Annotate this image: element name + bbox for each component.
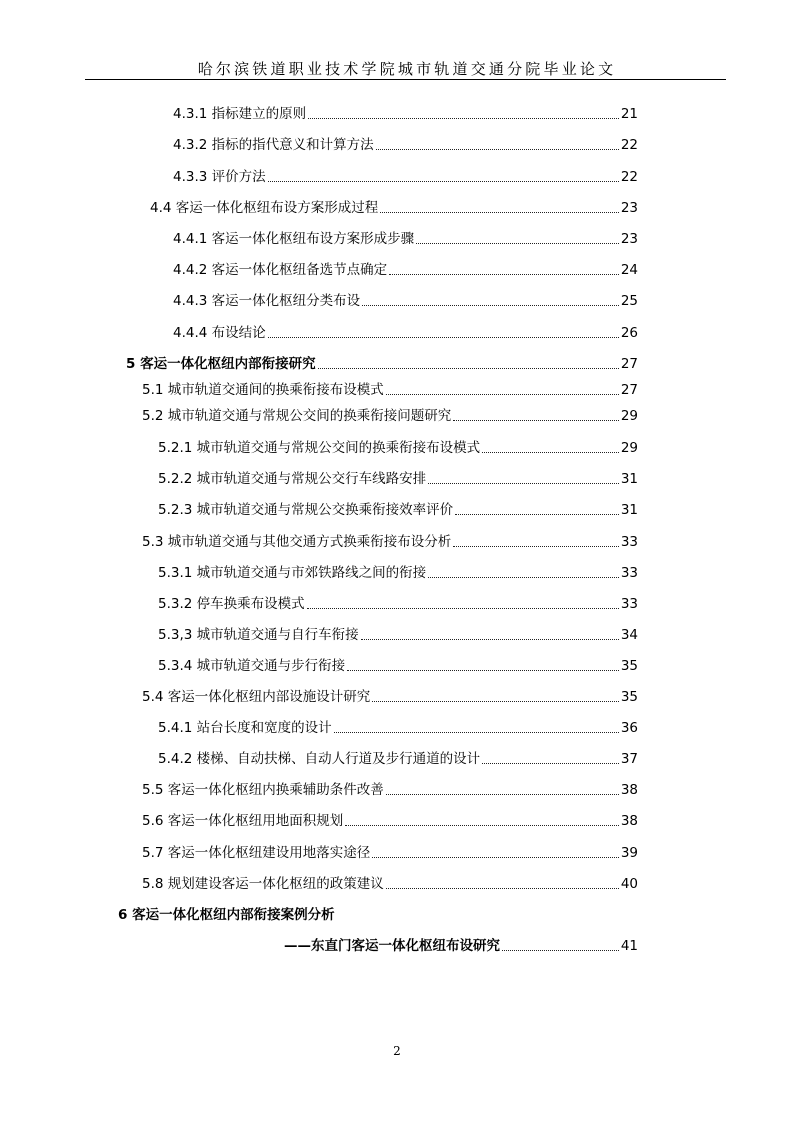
toc-entry-page: 24 xyxy=(620,262,638,278)
toc-entry-label: 4.4.1 客运一体化枢纽布设方案形成步骤 xyxy=(173,231,415,247)
toc-entry-page: 25 xyxy=(620,293,638,309)
toc-entry[interactable] xyxy=(142,380,638,398)
toc-entry-label: 5.3.4 城市轨道交通与步行衔接 xyxy=(158,658,346,674)
toc-entry[interactable] xyxy=(173,323,638,341)
toc-entry[interactable] xyxy=(173,291,638,309)
toc-entry-label: 4.3.2 指标的指代意义和计算方法 xyxy=(173,137,374,153)
toc-entry-page: 27 xyxy=(620,356,638,372)
toc-entry[interactable] xyxy=(158,469,638,487)
toc-entry-page: 38 xyxy=(620,813,638,829)
toc-leader-dots xyxy=(416,243,619,244)
toc-leader-dots xyxy=(386,888,619,889)
toc-entry[interactable] xyxy=(173,135,638,153)
toc-leader-dots xyxy=(455,514,619,515)
toc-entry-page: 23 xyxy=(620,200,638,216)
toc-leader-dots xyxy=(334,732,619,733)
toc-entry[interactable] xyxy=(158,500,638,518)
toc-leader-dots xyxy=(386,794,619,795)
toc-leader-dots xyxy=(362,305,619,306)
toc-entry-label: 5 客运一体化枢纽内部衔接研究 xyxy=(126,356,316,372)
toc-chapter-entry[interactable] xyxy=(118,905,638,923)
toc-entry-page: 31 xyxy=(620,502,638,518)
page-number: 2 xyxy=(393,1044,401,1058)
toc-leader-dots xyxy=(376,149,619,150)
toc-leader-dots xyxy=(428,483,619,484)
toc-chapter6-title: 6 客运一体化枢纽内部衔接案例分析 xyxy=(118,907,335,923)
toc-leader-dots xyxy=(453,420,619,421)
toc-entry-label: 5.4 客运一体化枢纽内部设施设计研究 xyxy=(142,689,371,705)
toc-entry-page: 36 xyxy=(620,720,638,736)
toc-entry-label: 4.3.1 指标建立的原则 xyxy=(173,106,307,122)
toc-entry-page: 39 xyxy=(620,845,638,861)
toc-leader-dots xyxy=(453,546,619,547)
toc-entry-page: 21 xyxy=(620,106,638,122)
toc-leader-dots xyxy=(389,274,619,275)
toc-entry[interactable] xyxy=(142,843,638,861)
toc-chapter-entry[interactable] xyxy=(126,354,638,372)
toc-leader-dots xyxy=(361,639,619,640)
toc-entry[interactable] xyxy=(173,229,638,247)
toc-leader-dots xyxy=(345,825,619,826)
toc-leader-dots xyxy=(372,857,619,858)
toc-entry-page: 34 xyxy=(620,627,638,643)
toc-entry[interactable] xyxy=(173,104,638,122)
toc-leader-dots xyxy=(502,950,619,951)
toc-entry[interactable] xyxy=(173,260,638,278)
toc-entry-page: 29 xyxy=(620,440,638,456)
toc-entry-page: 41 xyxy=(620,938,638,954)
toc-entry-label: 5.3.2 停车换乘布设模式 xyxy=(158,596,305,612)
toc-entry-label: 5.4.1 站台长度和宽度的设计 xyxy=(158,720,332,736)
toc-entry-page: 23 xyxy=(620,231,638,247)
toc-entry-page: 35 xyxy=(620,658,638,674)
toc-entry-page: 38 xyxy=(620,782,638,798)
toc-entry-page: 40 xyxy=(620,876,638,892)
toc-entry-page: 22 xyxy=(620,137,638,153)
toc-entry-label: 5.4.2 楼梯、自动扶梯、自动人行道及步行通道的设计 xyxy=(158,751,481,767)
toc-leader-dots xyxy=(482,452,619,453)
toc-entry-page: 35 xyxy=(620,689,638,705)
toc-entry[interactable] xyxy=(158,438,638,456)
toc-entry[interactable] xyxy=(142,406,638,424)
toc-entry[interactable] xyxy=(158,718,638,736)
toc-entry-page: 37 xyxy=(620,751,638,767)
toc-entry-label: 4.4.2 客运一体化枢纽备选节点确定 xyxy=(173,262,388,278)
toc-entry[interactable] xyxy=(158,749,638,767)
toc-entry-label: 5.3,3 城市轨道交通与自行车衔接 xyxy=(158,627,359,643)
toc-entry[interactable] xyxy=(142,780,638,798)
toc-entry-page: 31 xyxy=(620,471,638,487)
toc-leader-dots xyxy=(268,181,619,182)
toc-entry[interactable] xyxy=(158,625,638,643)
toc-entry[interactable] xyxy=(173,167,638,185)
toc-entry[interactable] xyxy=(142,811,638,829)
toc-entry-page: 27 xyxy=(620,382,638,398)
toc-entry-label: 5.2 城市轨道交通与常规公交间的换乘衔接问题研究 xyxy=(142,408,452,424)
toc-entry-label: 4.4.4 布设结论 xyxy=(173,325,266,341)
toc-leader-dots xyxy=(347,670,619,671)
toc-entry-label: 5.7 客运一体化枢纽建设用地落实途径 xyxy=(142,845,371,861)
toc-entry-label: 5.8 规划建设客运一体化枢纽的政策建议 xyxy=(142,876,384,892)
toc-leader-dots xyxy=(482,763,619,764)
toc-leader-dots xyxy=(386,394,619,395)
toc-entry-label: 5.1 城市轨道交通间的换乘衔接布设模式 xyxy=(142,382,384,398)
page-header-title: 哈尔滨铁道职业技术学院城市轨道交通分院毕业论文 xyxy=(197,60,617,78)
toc-entry[interactable] xyxy=(158,656,638,674)
toc-entry-label: 5.5 客运一体化枢纽内换乘辅助条件改善 xyxy=(142,782,384,798)
toc-leader-dots xyxy=(428,577,619,578)
toc-leader-dots xyxy=(308,118,619,119)
toc-entry-label: 5.2.3 城市轨道交通与常规公交换乘衔接效率评价 xyxy=(158,502,454,518)
toc-entry[interactable] xyxy=(142,687,638,705)
toc-chapter-subtitle-entry[interactable] xyxy=(284,936,638,954)
toc-chapter6-subtitle: ——东直门客运一体化枢纽布设研究 xyxy=(284,938,500,954)
toc-leader-dots xyxy=(372,701,619,702)
toc-entry-label: 5.2.2 城市轨道交通与常规公交行车线路安排 xyxy=(158,471,427,487)
toc-leader-dots xyxy=(307,608,619,609)
toc-entry[interactable] xyxy=(142,532,638,550)
toc-leader-dots xyxy=(318,368,619,369)
toc-entry-label: 5.3.1 城市轨道交通与市郊铁路线之间的衔接 xyxy=(158,565,427,581)
toc-entry-label: 5.3 城市轨道交通与其他交通方式换乘衔接布设分析 xyxy=(142,534,452,550)
toc-entry-label: 4.4.3 客运一体化枢纽分类布设 xyxy=(173,293,361,309)
toc-entry-page: 33 xyxy=(620,534,638,550)
toc-entry-page: 33 xyxy=(620,565,638,581)
toc-entry[interactable] xyxy=(150,198,638,216)
toc-entry-label: 5.6 客运一体化枢纽用地面积规划 xyxy=(142,813,344,829)
toc-entry-page: 22 xyxy=(620,169,638,185)
toc-entry-label: 5.2.1 城市轨道交通与常规公交间的换乘衔接布设模式 xyxy=(158,440,481,456)
toc-entry-page: 26 xyxy=(620,325,638,341)
toc-entry[interactable] xyxy=(158,563,638,581)
toc-entry[interactable] xyxy=(142,874,638,892)
toc-leader-dots xyxy=(268,337,619,338)
toc-leader-dots xyxy=(380,212,619,213)
toc-entry-label: 4.3.3 评价方法 xyxy=(173,169,266,185)
toc-entry-label: 4.4 客运一体化枢纽布设方案形成过程 xyxy=(150,200,379,216)
toc-entry-page: 33 xyxy=(620,596,638,612)
toc-entry[interactable] xyxy=(158,594,638,612)
toc-entry-page: 29 xyxy=(620,408,638,424)
